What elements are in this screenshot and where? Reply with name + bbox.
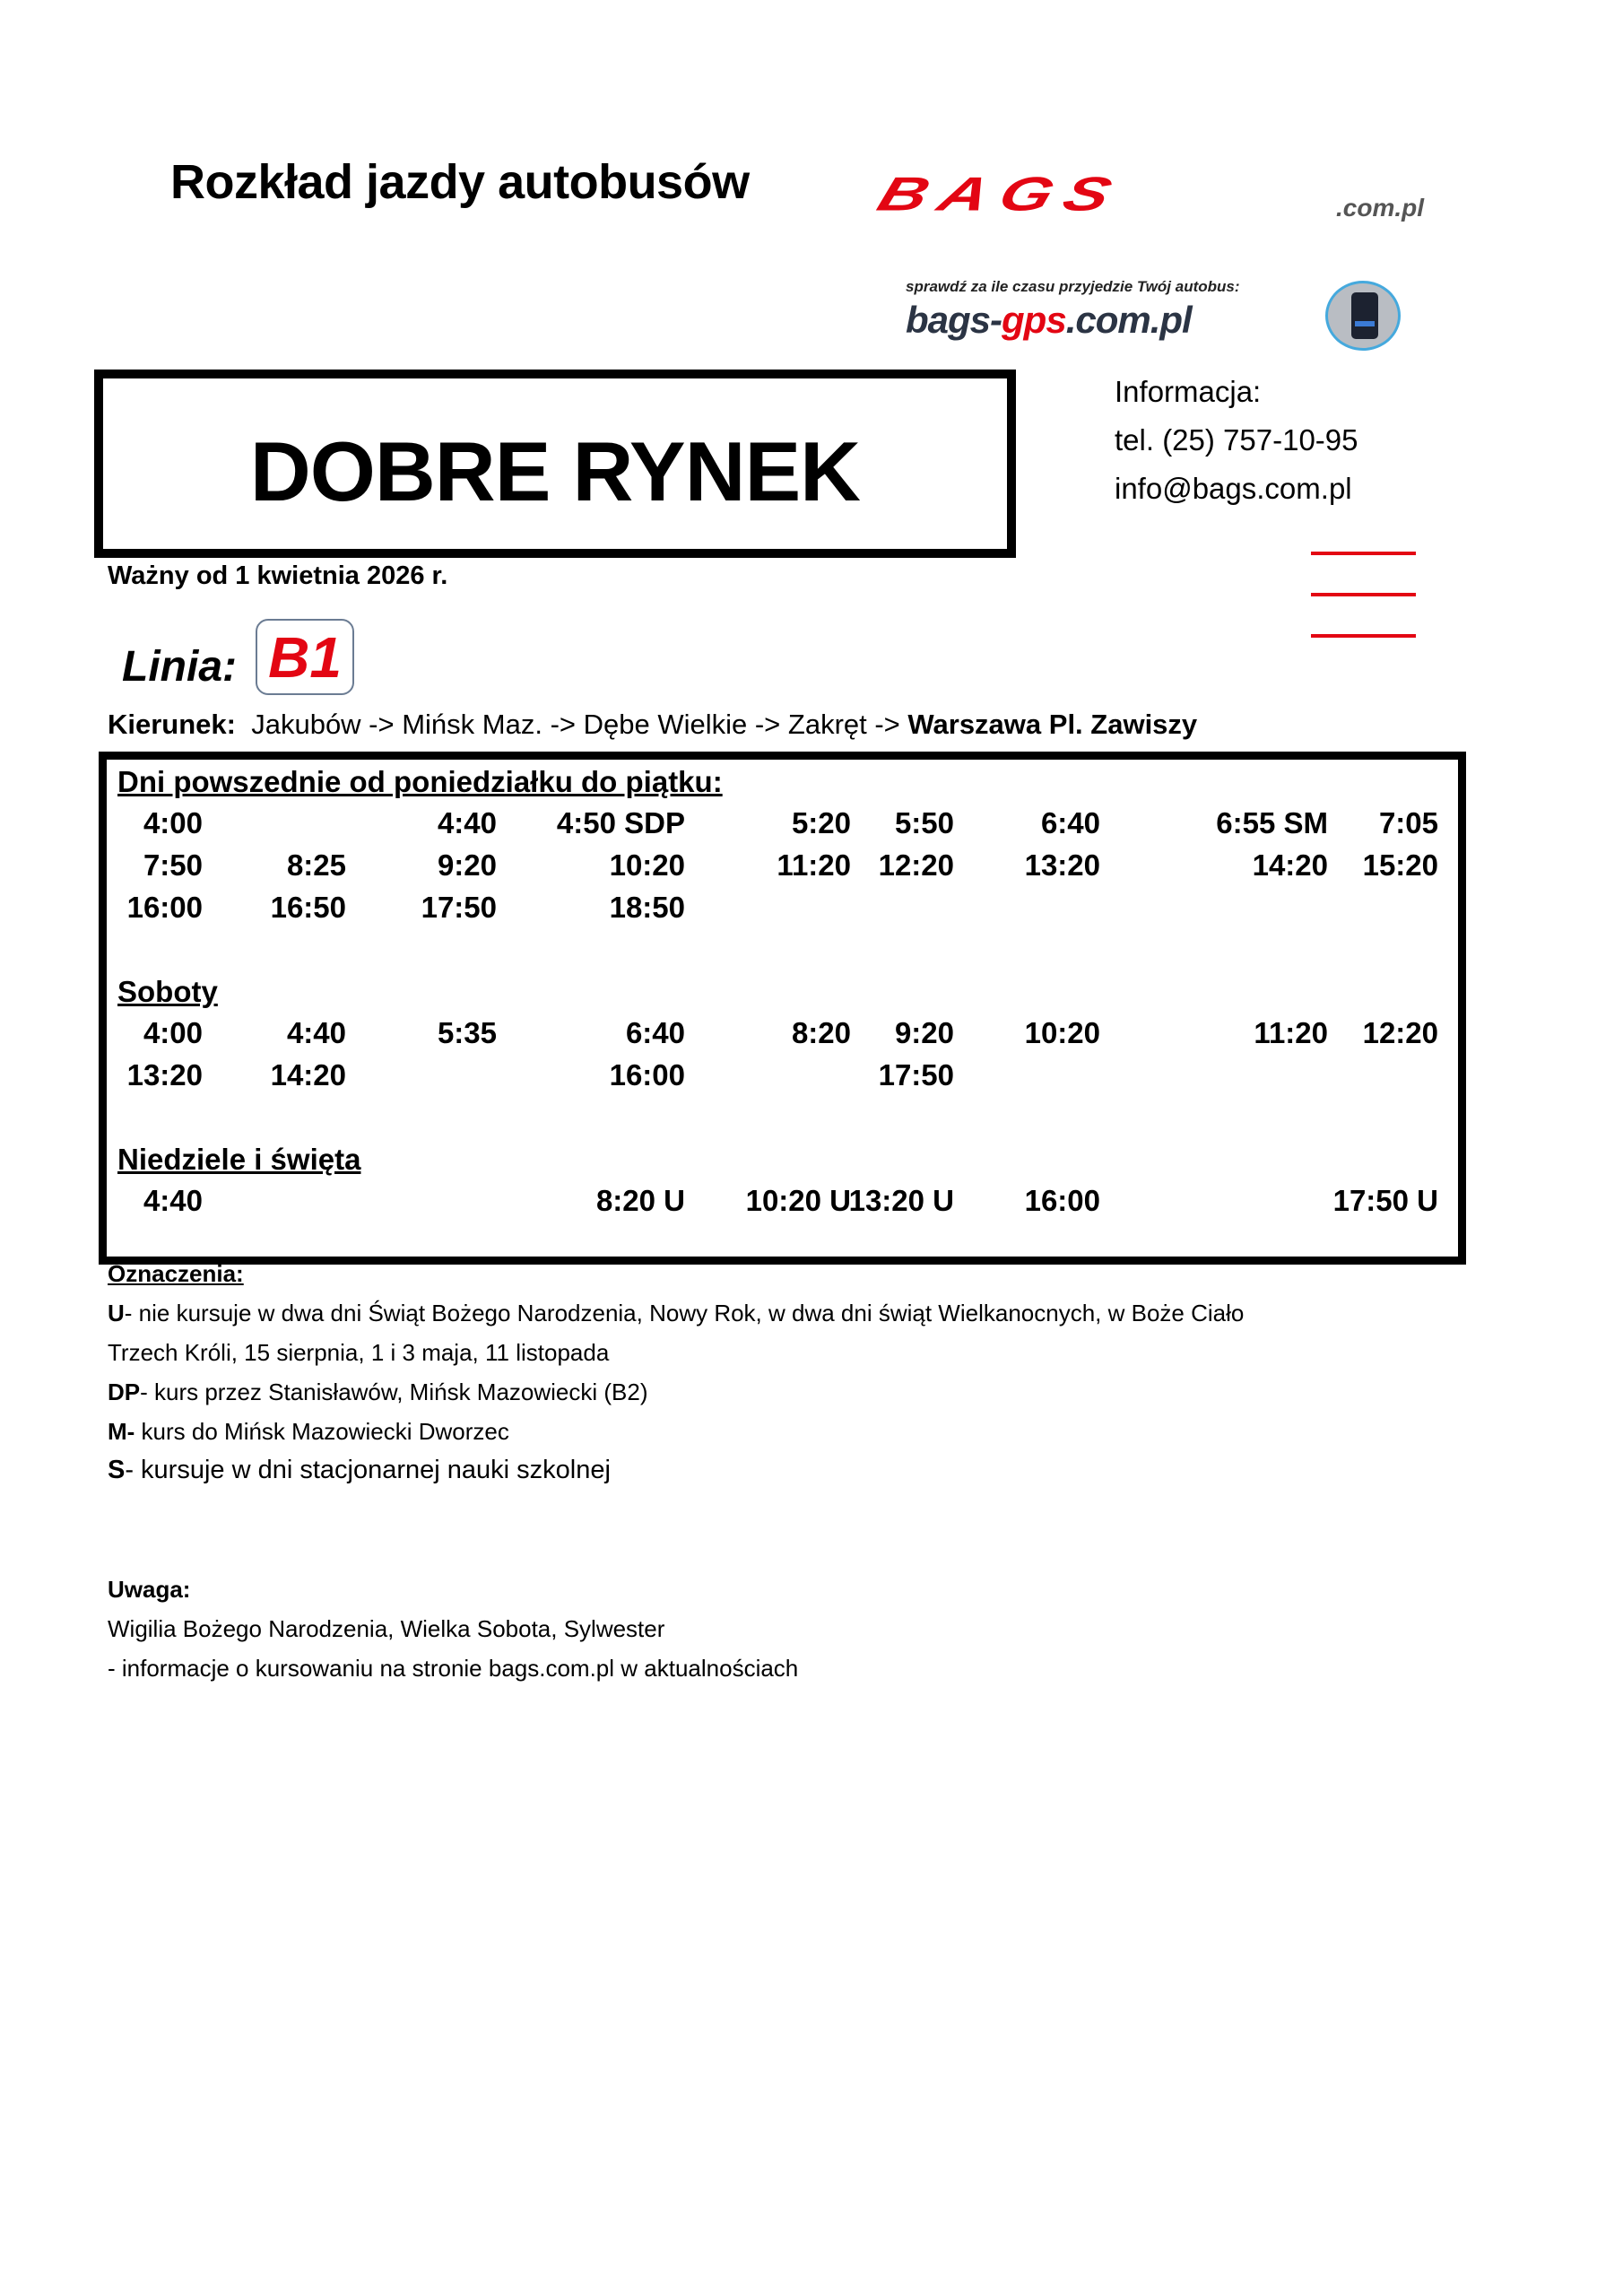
legend-item xyxy=(108,1339,609,1367)
gps-url-suffix: .com.pl xyxy=(1065,299,1192,341)
legend-item xyxy=(108,1418,509,1446)
departure-time: 4:40 xyxy=(286,1016,346,1049)
departure-time: 9:20 xyxy=(894,1016,954,1049)
departure-time: 17:50 xyxy=(878,1058,954,1091)
red-divider xyxy=(1311,593,1416,596)
info-phone: tel. (25) 757-10-95 xyxy=(1115,423,1358,457)
legend-text: Trzech Króli, 15 sierpnia, 1 i 3 maja, 11 listopada xyxy=(108,1339,610,1366)
sundays-heading: Niedziele i święta xyxy=(117,1143,361,1176)
saturdays-heading: Soboty xyxy=(117,975,218,1008)
departure-time: 7:50 xyxy=(143,848,203,882)
note-line: - informacje o kursowaniu na stronie bags.com.pl w aktualnościach xyxy=(108,1655,799,1682)
departure-time: 4:40 xyxy=(437,806,497,839)
departure-time: 18:50 xyxy=(609,891,685,924)
departure-time: 4:00 xyxy=(143,806,203,839)
gps-tagline: sprawdź za ile czasu przyjedzie Twój autobus: xyxy=(906,278,1240,295)
brand-name: BAGS xyxy=(871,167,1131,222)
info-email: info@bags.com.pl xyxy=(1115,472,1352,505)
departure-time: 12:20 xyxy=(878,848,954,882)
departure-time: 6:40 xyxy=(1040,806,1100,839)
direction-destination: Warszawa Pl. Zawiszy xyxy=(907,709,1198,740)
departure-time: 17:50 xyxy=(421,891,497,924)
departure-time: 4:50 SDP xyxy=(556,806,685,839)
page-title: Rozkład jazdy autobusów xyxy=(170,155,750,209)
legend-code: DP xyxy=(108,1378,141,1405)
timetable xyxy=(99,752,1466,1265)
legend-code: U xyxy=(108,1300,125,1326)
legend-code: M- xyxy=(108,1418,135,1445)
line-number: B1 xyxy=(268,625,342,690)
weekdays-heading: Dni powszednie od poniedziałku do piątku: xyxy=(117,765,723,798)
departure-time: 4:40 xyxy=(143,1184,203,1217)
red-divider xyxy=(1311,634,1416,638)
note-line: Wigilia Bożego Narodzenia, Wielka Sobota, Sylwester xyxy=(108,1615,665,1642)
departure-time: 5:50 xyxy=(894,806,954,839)
legend-text: - kurs przez Stanisławów, Mińsk Mazowiecki (B2) xyxy=(140,1378,648,1405)
legend-text: - nie kursuje w dwa dni Świąt Bożego Narodzenia, Nowy Rok, w dwa dni świąt Wielkanocnych, w Boże Ciało xyxy=(124,1300,1245,1326)
direction-route: Jakubów -> Mińsk Maz. -> Dębe Wielkie -> Zakręt -> xyxy=(251,709,908,740)
departure-time: 7:05 xyxy=(1378,806,1438,839)
departure-time: 11:20 xyxy=(777,848,851,882)
stop-name-box xyxy=(94,370,1016,558)
red-divider xyxy=(1311,552,1416,555)
departure-time: 13:20 xyxy=(126,1058,203,1091)
departure-time: 6:40 xyxy=(625,1016,685,1049)
departure-time: 16:00 xyxy=(609,1058,685,1091)
legend-item xyxy=(108,1378,648,1406)
departure-time: 6:55 SM xyxy=(1216,806,1328,839)
departure-time: 10:20 U xyxy=(745,1184,851,1217)
legend-text: - kursuje w dni stacjonarnej nauki szkolnej xyxy=(125,1456,611,1484)
departure-time: 16:00 xyxy=(126,891,203,924)
line-label: Linia: xyxy=(122,643,237,691)
direction xyxy=(108,709,1197,741)
departure-time: 11:20 xyxy=(1254,1016,1328,1049)
departure-time: 4:00 xyxy=(143,1016,203,1049)
departure-time: 8:20 xyxy=(791,1016,851,1049)
departure-time: 16:50 xyxy=(270,891,346,924)
line-badge xyxy=(256,619,354,695)
legend-text: kurs do Mińsk Mazowiecki Dworzec xyxy=(135,1418,509,1445)
smartphone-icon xyxy=(1325,281,1401,351)
gps-url-highlight: gps xyxy=(1002,299,1066,341)
gps-banner[interactable] xyxy=(897,274,1417,359)
departure-time: 13:20 xyxy=(1024,848,1100,882)
valid-from: Ważny od 1 kwietnia 2026 r. xyxy=(108,561,448,590)
departure-time: 13:20 U xyxy=(848,1184,954,1217)
legend-item xyxy=(108,1300,1244,1327)
bags-logo xyxy=(871,167,1488,238)
info-label: Informacja: xyxy=(1115,375,1262,408)
departure-time: 5:20 xyxy=(791,806,851,839)
departure-time: 10:20 xyxy=(1024,1016,1100,1049)
departure-time: 8:25 xyxy=(286,848,346,882)
brand-suffix: .com.pl xyxy=(1336,194,1425,222)
legend-code: S xyxy=(108,1456,126,1484)
departure-time: 9:20 xyxy=(437,848,497,882)
departure-time: 16:00 xyxy=(1024,1184,1100,1217)
gps-url-prefix: bags- xyxy=(906,299,1002,341)
notes-title: Uwaga: xyxy=(108,1576,191,1603)
departure-time: 5:35 xyxy=(437,1016,497,1049)
stop-name: DOBRE RYNEK xyxy=(249,424,861,518)
direction-label: Kierunek: xyxy=(108,709,236,740)
legend-title: Oznaczenia: xyxy=(108,1260,244,1287)
departure-time: 15:20 xyxy=(1362,848,1438,882)
departure-time: 14:20 xyxy=(270,1058,346,1091)
departure-time: 17:50 U xyxy=(1332,1184,1438,1217)
departure-time: 12:20 xyxy=(1362,1016,1438,1049)
gps-url[interactable] xyxy=(906,299,1192,342)
departure-time: 10:20 xyxy=(609,848,685,882)
departure-time: 14:20 xyxy=(1252,848,1328,882)
legend-item xyxy=(108,1456,611,1485)
departure-time: 8:20 U xyxy=(595,1184,685,1217)
